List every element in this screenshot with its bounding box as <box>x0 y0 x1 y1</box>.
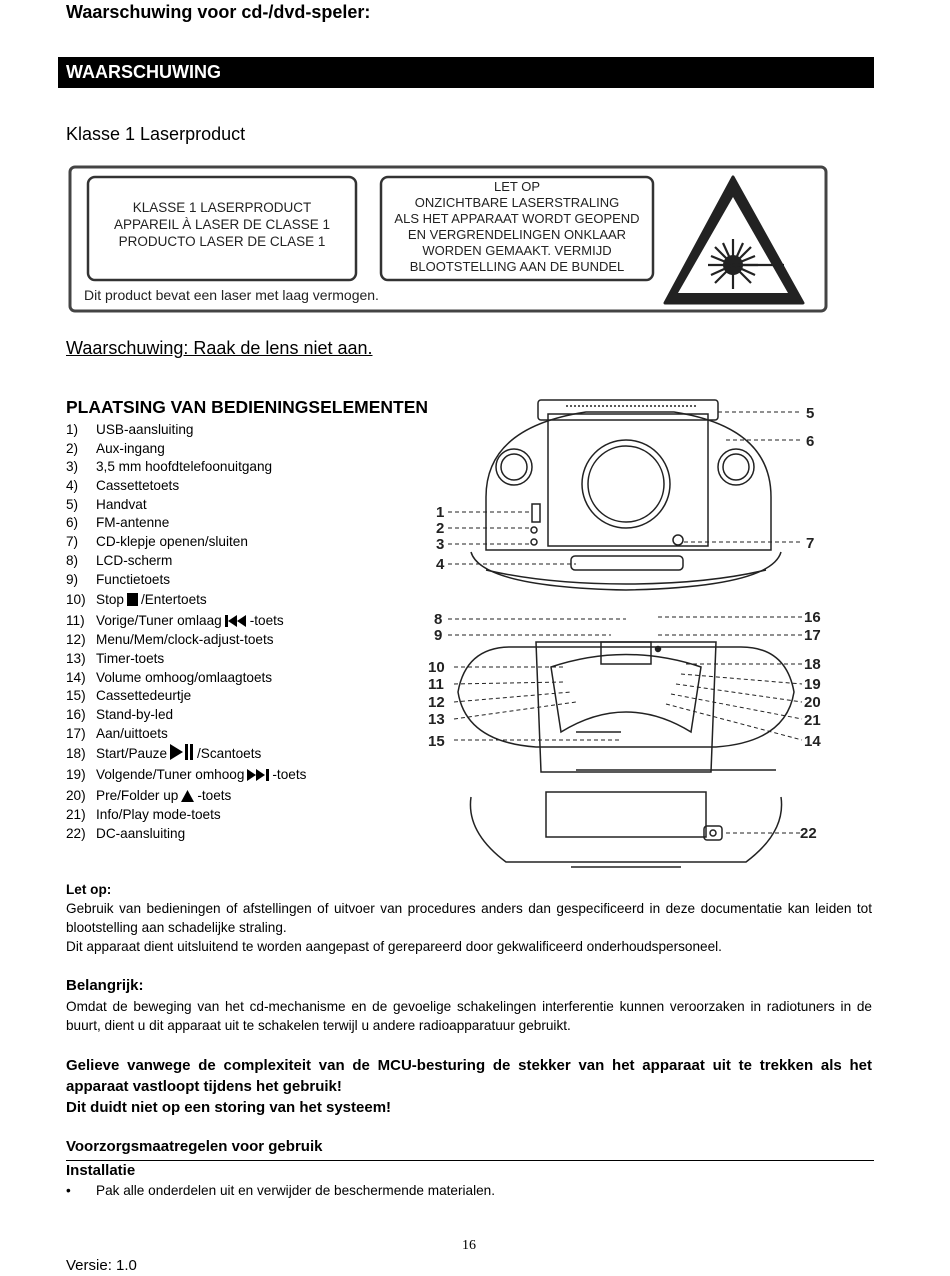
page-number: 16 <box>462 1238 476 1253</box>
label-box2-line3: ALS HET APPARAAT WORDT GEOPEND <box>394 211 640 226</box>
controls-title: PLAATSING VAN BEDIENINGSELEMENTEN <box>66 397 429 417</box>
control-item <box>66 687 306 706</box>
callout-number: 3 <box>436 536 445 553</box>
control-number: 10) <box>66 592 86 608</box>
control-label: Stand-by-led <box>96 706 174 722</box>
control-number: 1) <box>66 422 79 437</box>
callout-number: 5 <box>806 405 815 422</box>
control-item <box>66 631 306 650</box>
callout-number: 18 <box>804 656 821 673</box>
callout-number: 20 <box>804 694 821 711</box>
control-number: 16) <box>66 706 86 722</box>
version-text: Versie: 1.0 <box>66 1257 137 1274</box>
control-number: 15) <box>66 688 86 704</box>
up-arrow-icon <box>181 787 194 808</box>
control-label: Pre/Folder up <box>96 788 179 804</box>
control-number: 22) <box>66 826 86 841</box>
callout-number: 4 <box>436 556 445 573</box>
laser-class-text: Klasse 1 Laserproduct <box>66 124 246 144</box>
control-label: Volume omhoog/omlaagtoets <box>96 669 273 685</box>
control-label-suffix: /Entertoets <box>140 592 207 608</box>
control-label-suffix: -toets <box>197 788 232 804</box>
callout-number: 19 <box>804 676 821 693</box>
control-item <box>66 706 306 725</box>
bullet-text: Pak alle onderdelen uit en verwijder de beschermende materialen. <box>96 1183 495 1198</box>
control-label: Functietoets <box>96 571 171 587</box>
let-op-heading: Let op: <box>66 882 112 897</box>
control-label: CD-klepje openen/sluiten <box>96 534 248 550</box>
mcu-notice: Gelieve vanwege de complexiteit van de MCU-besturing de stekker van het apparaat uit te trekken als het apparaat vastloopt tijdens het gebruik! <box>66 1057 872 1095</box>
control-label: 3,5 mm hoofdtelefoonuitgang <box>96 459 273 475</box>
control-number: 20) <box>66 788 86 804</box>
control-label: Handvat <box>96 496 147 512</box>
control-item <box>66 669 306 688</box>
belangrijk-paragraph: Omdat de beweging van het cd-mechanisme en de gevoelige schakelingen interferentie kunnen veroorzaken in radiotuners in de buurt, dient u dit apparaat uit te schakelen terwijl u andere radioapparatuur gebruikt. <box>66 999 872 1033</box>
device-diagram <box>426 392 826 882</box>
control-label-suffix: -toets <box>272 767 307 783</box>
bullet-icon: • <box>66 1183 71 1198</box>
control-item <box>66 458 306 477</box>
callout-number: 2 <box>436 520 445 537</box>
laser-warning-label <box>68 165 828 313</box>
callout-number: 12 <box>428 694 445 711</box>
control-item <box>66 477 306 496</box>
control-item <box>66 825 306 844</box>
callout-number: 15 <box>428 733 445 750</box>
control-number: 17) <box>66 725 86 741</box>
control-item <box>66 533 306 552</box>
callout-number: 10 <box>428 659 445 676</box>
control-label: Cassettetoets <box>96 478 180 494</box>
label-box1-line1: KLASSE 1 LASERPRODUCT <box>132 200 312 215</box>
lens-warning: Waarschuwing: Raak de lens niet aan. <box>66 338 373 358</box>
precautions-heading: Voorzorgsmaatregelen voor gebruik <box>66 1138 323 1155</box>
control-label-suffix: /Scantoets <box>197 746 262 762</box>
let-op-paragraph-1: Gebruik van bedieningen of afstellingen of uitvoer van procedures anders dan gespecificeerd in deze documentatie kan leiden tot blootstelling aan schadelijke straling. <box>66 901 872 935</box>
label-box1-line3: PRODUCTO LASER DE CLASE 1 <box>118 234 326 249</box>
control-item <box>66 552 306 571</box>
control-label: Aan/uittoets <box>96 725 168 741</box>
callout-number: 21 <box>804 712 821 729</box>
control-label: Volgende/Tuner omhoog <box>96 767 245 783</box>
divider <box>66 1160 874 1161</box>
control-label-suffix: -toets <box>249 613 284 629</box>
control-item <box>66 785 306 806</box>
control-item <box>66 650 306 669</box>
control-item <box>66 764 306 785</box>
control-number: 8) <box>66 552 79 568</box>
label-box1-line2: APPAREIL À LASER DE CLASSE 1 <box>113 217 331 232</box>
control-item <box>66 571 306 590</box>
label-footer: Dit product bevat een laser met laag vermogen. <box>84 287 379 303</box>
control-label: DC-aansluiting <box>96 826 186 841</box>
callout-number: 11 <box>428 676 444 693</box>
control-number: 12) <box>66 632 86 648</box>
control-number: 21) <box>66 807 86 823</box>
let-op-paragraph-2: Dit apparaat dient uitsluitend te worden aangepast of gerepareerd door gekwalificeerd onderhoudspersoneel. <box>66 939 722 954</box>
callout-number: 22 <box>800 825 817 842</box>
callout-number: 1 <box>436 504 445 521</box>
callout-number: 6 <box>806 433 815 450</box>
label-box2-line2: ONZICHTBARE LASERSTRALING <box>414 195 620 210</box>
control-number: 19) <box>66 767 86 783</box>
belangrijk-heading: Belangrijk: <box>66 977 144 994</box>
control-label: Stop <box>96 592 124 608</box>
label-box2-line6: BLOOTSTELLING AAN DE BUNDEL <box>409 259 625 274</box>
control-item <box>66 440 306 459</box>
control-number: 2) <box>66 440 79 456</box>
control-number: 13) <box>66 650 86 666</box>
control-number: 14) <box>66 669 86 685</box>
control-label: Menu/Mem/clock-adjust-toets <box>96 632 274 648</box>
control-item <box>66 421 306 440</box>
control-item <box>66 743 306 764</box>
control-item <box>66 514 306 533</box>
label-box2-line1: LET OP <box>493 179 541 194</box>
callout-number: 8 <box>434 611 443 628</box>
control-label: Cassettedeurtje <box>96 688 192 704</box>
callout-number: 9 <box>434 627 443 644</box>
control-item <box>66 589 306 610</box>
stop-icon <box>127 591 138 612</box>
play-pause-icon <box>170 744 194 766</box>
callout-number: 16 <box>804 609 821 626</box>
control-number: 5) <box>66 496 79 512</box>
control-number: 18) <box>66 746 86 762</box>
control-label: LCD-scherm <box>96 552 173 568</box>
warning-bar: WAARSCHUWING <box>58 57 874 88</box>
control-number: 6) <box>66 515 79 531</box>
control-label: USB-aansluiting <box>96 422 194 437</box>
control-label: FM-antenne <box>96 515 170 531</box>
control-item <box>66 610 306 631</box>
control-label: Timer-toets <box>96 650 165 666</box>
bullet-item <box>66 1183 495 1198</box>
controls-list <box>66 421 306 844</box>
callout-number: 14 <box>804 733 821 750</box>
control-label: Vorige/Tuner omlaag <box>96 613 222 629</box>
next-icon <box>247 766 269 787</box>
label-box2-line5: WORDEN GEMAAKT. VERMIJD <box>422 243 612 258</box>
callout-number: 13 <box>428 711 445 728</box>
control-label: Start/Pauze <box>96 746 168 762</box>
control-label: Info/Play mode-toets <box>96 807 221 823</box>
callout-number: 7 <box>806 535 815 552</box>
control-number: 4) <box>66 478 79 494</box>
control-item <box>66 496 306 515</box>
installation-heading: Installatie <box>66 1162 136 1179</box>
control-number: 3) <box>66 459 79 475</box>
control-label: Aux-ingang <box>96 440 165 456</box>
control-number: 7) <box>66 534 79 550</box>
page-heading: Waarschuwing voor cd-/dvd-speler: <box>66 2 371 22</box>
control-item <box>66 806 306 825</box>
label-box2-line4: EN VERGRENDELINGEN ONKLAAR <box>407 227 627 242</box>
mcu-notice-2: Dit duidt niet op een storing van het systeem! <box>66 1099 392 1116</box>
callout-number: 17 <box>804 627 821 644</box>
control-item <box>66 725 306 744</box>
control-number: 11) <box>66 613 85 629</box>
control-number: 9) <box>66 571 79 587</box>
previous-icon <box>225 612 247 633</box>
